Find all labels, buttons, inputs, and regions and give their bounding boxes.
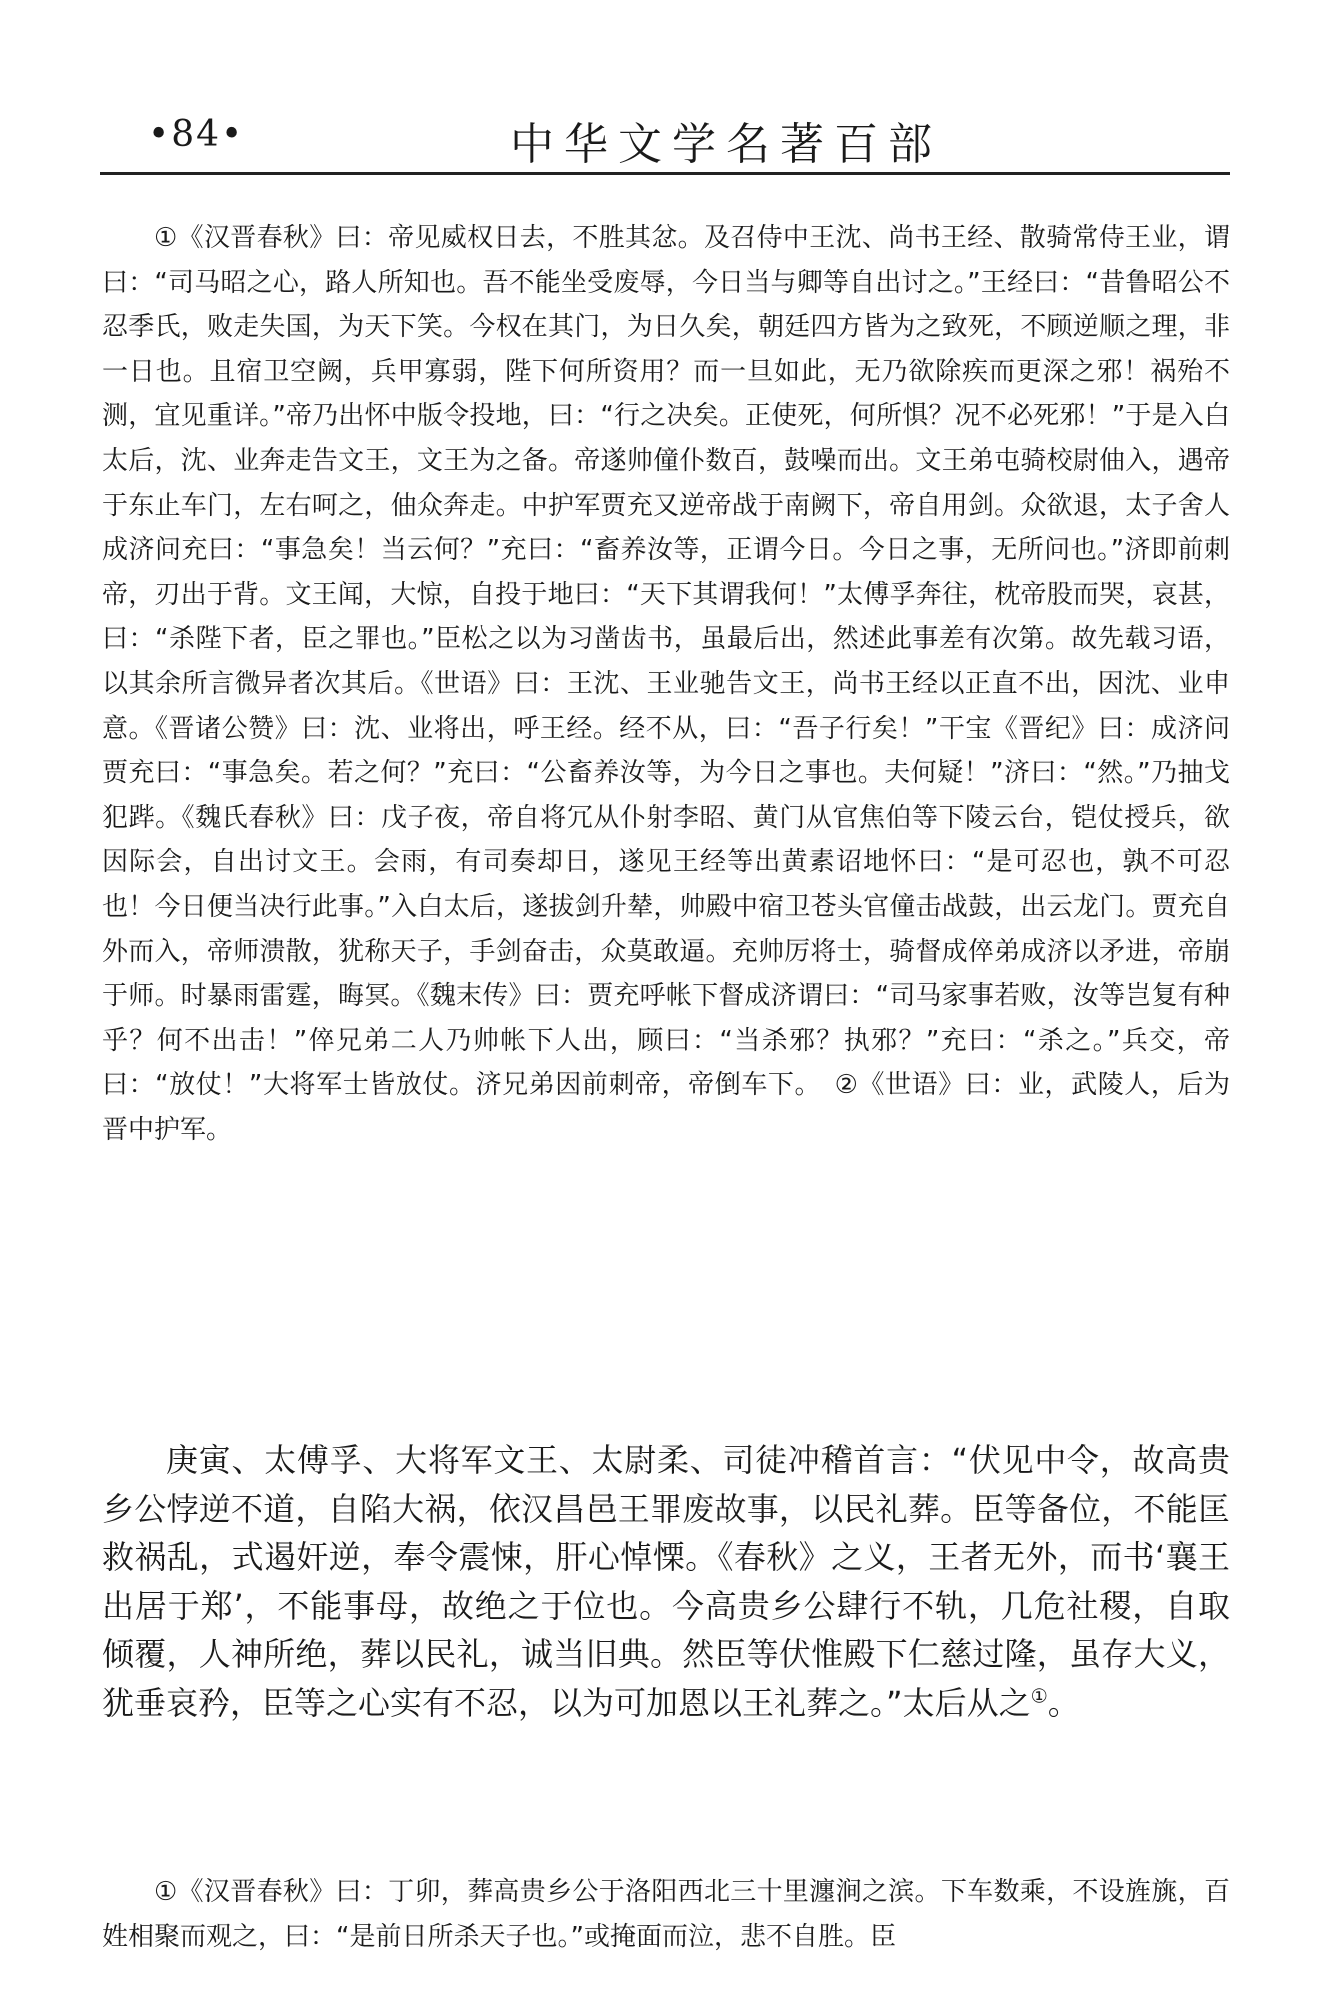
book-title: 中华文学名著百部 — [510, 119, 942, 170]
main-paragraph-text: 庚寅、太傅孚、大将军文王、太尉柔、司徒冲稽首言：“伏见中令，故高贵乡公悖逆不道，自陷大祸，依汉昌邑王罪废故事，以民礼葬。臣等备位，不能匡救祸乱，式遏奸逆，奉令震悚，肝心悼慄。《春秋》之义，王者无外，而书‘襄王出居于郑’，不能事母，故绝之于位也。今高贵乡公肆行不轨，几危社稷，自取倾覆，人神所绝，葬以民礼，诚当旧典。然臣等伏惟殿下仁慈过隆，虽存大义，犹垂哀矜，臣等之心实有不忍，以为可加恩以王礼葬之。”太后从之 — [102, 1441, 1230, 1722]
main-paragraph: 庚寅、太傅孚、大将军文王、太尉柔、司徒冲稽首言：“伏见中令，故高贵乡公悖逆不道，自陷大祸，依汉昌邑王罪废故事，以民礼葬。臣等备位，不能匡救祸乱，式遏奸逆，奉令震悚，肝心悼慄。《春秋》之义，王者无外，而书‘襄王出居于郑’，不能事母，故绝之于位也。今高贵乡公肆行不轨，几危社稷，自取倾覆，人神所绝，葬以民礼，诚当旧典。然臣等伏惟殿下仁慈过隆，虽存大义，犹垂哀矜，臣等之心实有不忍，以为可加恩以王礼葬之。”太后从之①。 — [102, 1441, 1230, 1722]
footnote-block-2: ①《汉晋春秋》曰：丁卯，葬高贵乡公于洛阳西北三十里瀍涧之滨。下车数乘，不设旌旐，百姓相聚而观之，曰：“是前日所杀天子也。”或掩面而泣，悲不自胜。臣 — [102, 1877, 1230, 1952]
page-number: •84• — [148, 114, 245, 155]
footnote-block-1: ①《汉晋春秋》曰：帝见威权日去，不胜其忿。及召侍中王沈、尚书王经、散骑常侍王业，谓曰：“司马昭之心，路人所知也。吾不能坐受废辱，今日当与卿等自出讨之。”王经曰：“昔鲁昭公不忍季氏，败走失国，为天下笑。今权在其门，为日久矣，朝廷四方皆为之致死，不顾逆顺之理，非一日也。且宿卫空阙，兵甲寡弱，陛下何所资用？而一旦如此，无乃欲除疾而更深之邪！祸殆不测，宜见重详。”帝乃出怀中版令投地，曰：“行之决矣。正使死，何所惧？况不必死邪！”于是入白太后，沈、业奔走告文王，文王为之备。帝遂帅僮仆数百，鼓噪而出。文王弟屯骑校尉伷入，遇帝于东止车门，左右呵之，伷众奔走。中护军贾充又逆帝战于南阙下，帝自用剑。众欲退，太子舍人成济问充曰：“事急矣！当云何？”充曰：“畜养汝等，正谓今日。今日之事，无所问也。”济即前刺帝，刃出于背。文王闻，大惊，自投于地曰：“天下其谓我何！”太傅孚奔往，枕帝股而哭，哀甚，曰：“杀陛下者，臣之罪也。”臣松之以为习凿齿书，虽最后出，然述此事差有次第。故先载习语，以其余所言微异者次其后。《世语》曰：王沈、王业驰告文王，尚书王经以正直不出，因沈、业申意。《晋诸公赞》曰：沈、业将出，呼王经。经不从，曰：“吾子行矣！”干宝《晋纪》曰：成济问贾充曰：“事急矣。若之何？”充曰：“公畜养汝等，为今日之事也。夫何疑！”济曰：“然。”乃抽戈犯跸。《魏氏春秋》曰：戊子夜，帝自将冗从仆射李昭、黄门从官焦伯等下陵云台，铠仗授兵，欲因际会，自出讨文王。会雨，有司奏却日，遂见王经等出黄素诏地怀曰：“是可忍也，孰不可忍也！今日便当决行此事。”入白太后，遂拔剑升辇，帅殿中宿卫苍头官僮击战鼓，出云龙门。贾充自外而入，帝师溃散，犹称天子，手剑奋击，众莫敢逼。充帅厉将士，骑督成倅弟成济以矛进，帝崩于师。时暴雨雷霆，晦冥。《魏末传》曰：贾充呼帐下督成济谓曰：“司马家事若败，汝等岂复有种乎？何不出击！”倅兄弟二人乃帅帐下人出，顾曰：“当杀邪？执邪？”充曰：“杀之。”兵交，帝曰：“放仗！”大将军士皆放仗。济兄弟因前刺帝，帝倒车下。 ②《世语》曰：业，武陵人，后为晋中护军。 — [102, 223, 1230, 1145]
header-rule — [100, 172, 1230, 175]
footnote-marker: ① — [1030, 1683, 1048, 1707]
page-header — [100, 108, 1230, 172]
